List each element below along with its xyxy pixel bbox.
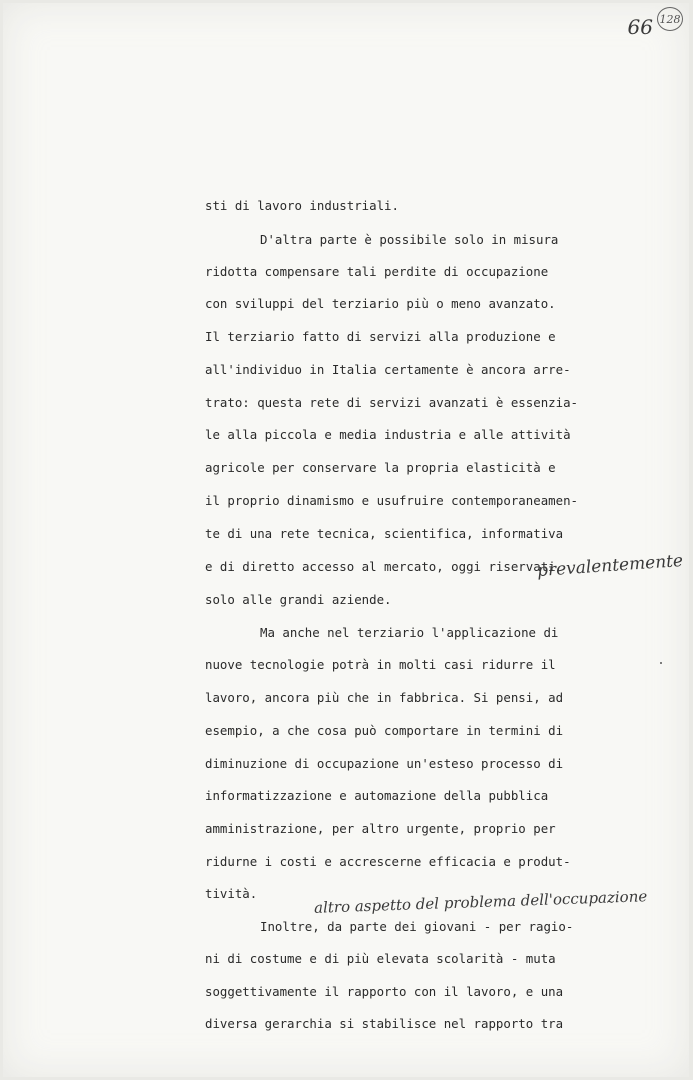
- text-line-25: soggettivamente il rapporto con il lavoro, e una: [205, 984, 564, 999]
- text-line-1: sti di lavoro industriali.: [205, 198, 399, 213]
- text-line-2: D'altra parte è possibile solo in misura: [260, 232, 559, 247]
- text-line-26: diversa gerarchia si stabilisce nel rapporto tra: [205, 1016, 564, 1031]
- handwritten-margin-note: prevalentemente: [536, 550, 684, 582]
- text-line-8: le alla piccola e media industria e alle attività: [205, 427, 571, 442]
- text-line-13: solo alle grandi aziende.: [205, 592, 392, 607]
- text-line-12: e di diretto accesso al mercato, oggi riservati: [205, 559, 556, 574]
- text-line-19: informatizzazione e automazione della pubblica: [205, 788, 549, 803]
- text-line-15: nuove tecnologie potrà in molti casi ridurre il: [205, 657, 556, 672]
- text-line-21: ridurne i costi e accrescerne efficacia e produt-: [205, 854, 571, 869]
- text-line-20: amministrazione, per altro urgente, proprio per: [205, 821, 556, 836]
- page-number: 66: [627, 15, 653, 39]
- text-line-3: ridotta compensare tali perdite di occupazione: [205, 264, 549, 279]
- text-line-24: ni di costume e di più elevata scolarità - muta: [205, 951, 556, 966]
- archive-stamp: 128: [657, 7, 683, 31]
- text-line-16: lavoro, ancora più che in fabbrica. Si pensi, ad: [205, 690, 564, 705]
- text-line-7: trato: questa rete di servizi avanzati è essenzia-: [205, 395, 578, 410]
- text-line-17: esempio, a che cosa può comportare in termini di: [205, 723, 564, 738]
- text-line-5: Il terziario fatto di servizi alla produzione e: [205, 329, 556, 344]
- text-line-14: Ma anche nel terziario l'applicazione di: [260, 625, 559, 640]
- text-line-23: Inoltre, da parte dei giovani - per ragio-: [260, 919, 574, 934]
- handwritten-inline-note: altro aspetto del problema dell'occupazione: [313, 887, 648, 917]
- text-line-22: tività.: [205, 886, 258, 901]
- text-line-6: all'individuo in Italia certamente è ancora arre-: [205, 362, 571, 377]
- text-line-4: con sviluppi del terziario più o meno avanzato.: [205, 296, 556, 311]
- text-line-9: agricole per conservare la propria elasticità e: [205, 460, 556, 475]
- text-line-18: diminuzione di occupazione un'esteso processo di: [205, 756, 564, 771]
- text-line-11: te di una rete tecnica, scientifica, informativa: [205, 526, 564, 541]
- text-line-10: il proprio dinamismo e usufruire contemporaneamen-: [205, 493, 578, 508]
- paper-speck: [660, 662, 662, 664]
